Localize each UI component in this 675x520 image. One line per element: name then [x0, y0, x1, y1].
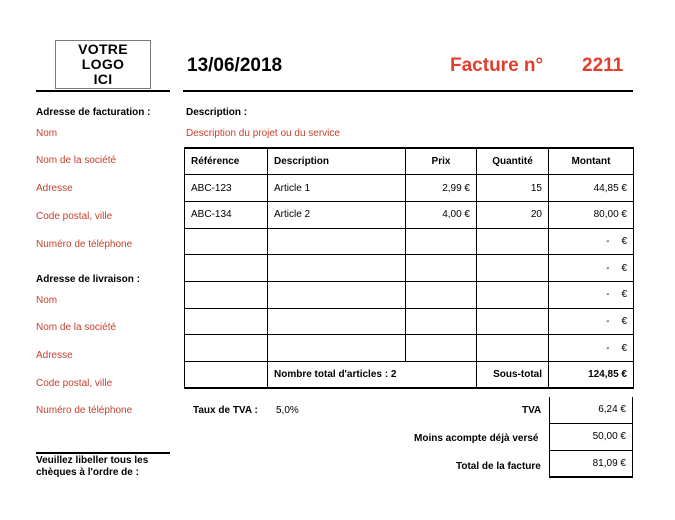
total-articles: Nombre total d'articles : 2 [268, 362, 477, 389]
billing-address: Adresse [36, 183, 73, 194]
cell-amount [549, 255, 634, 282]
cell-reference [185, 362, 268, 389]
tax-rate-value: 5,0% [276, 405, 299, 416]
cell-quantity [477, 335, 549, 362]
shipping-company: Nom de la société [36, 322, 117, 333]
invoice-total-value: 81,09 € [549, 451, 633, 478]
deposit-value: 50,00 € [549, 424, 633, 451]
col-price: Prix [406, 148, 477, 175]
cell-price [406, 335, 477, 362]
cell-price [406, 281, 477, 308]
amount-dash: - [606, 262, 610, 274]
cell-description: Article 1 [268, 175, 406, 202]
cell-amount: 80,00 € [549, 201, 634, 228]
invoice-label: Facture n° [450, 55, 544, 76]
billing-name: Nom [36, 128, 58, 139]
header-rule-right [183, 90, 633, 92]
cell-quantity: 15 [477, 175, 549, 202]
cell-description [268, 308, 406, 335]
shipping-postal-city: Code postal, ville [36, 378, 113, 389]
footer-rule [36, 452, 170, 454]
header-rule-left [36, 90, 170, 92]
cell-quantity [477, 228, 549, 255]
cell-description [268, 335, 406, 362]
billing-postal-city: Code postal, ville [36, 211, 113, 222]
col-reference: Référence [185, 148, 268, 175]
table-row [185, 228, 634, 255]
table-row [185, 201, 634, 228]
table-total-row [185, 362, 634, 389]
cell-price: 4,00 € [406, 201, 477, 228]
invoice-number: 2211 [582, 55, 624, 76]
amount-dash: - [606, 235, 610, 247]
table-row [185, 175, 634, 202]
col-quantity: Quantité [477, 148, 549, 175]
cell-price [406, 255, 477, 282]
invoice-date: 13/06/2018 [187, 55, 283, 76]
amount-currency: € [621, 262, 627, 274]
description-text: Description du projet ou du service [186, 128, 340, 139]
cell-quantity [477, 281, 549, 308]
invoice-total-label: Total de la facture [456, 461, 541, 472]
table-row [185, 335, 634, 362]
amount-currency: € [621, 342, 627, 354]
cell-reference: ABC-134 [185, 201, 268, 228]
col-amount: Montant [549, 148, 634, 175]
check-payable-note: Veuillez libeller tous les chèques à l'ordre de : [36, 455, 149, 478]
subtotal-value: 124,85 € [549, 362, 634, 389]
logo-line-2: ICI [93, 71, 113, 87]
logo-placeholder [55, 40, 151, 89]
amount-dash: - [606, 289, 610, 301]
cell-quantity [477, 255, 549, 282]
description-heading: Description : [186, 107, 248, 118]
cell-reference [185, 228, 268, 255]
cell-amount [549, 228, 634, 255]
cell-amount [549, 308, 634, 335]
amount-dash: - [606, 342, 610, 354]
items-table [184, 147, 634, 389]
table-row [185, 255, 634, 282]
amount-dash: - [606, 315, 610, 327]
cell-description: Article 2 [268, 201, 406, 228]
cell-reference [185, 255, 268, 282]
cell-description [268, 255, 406, 282]
cell-quantity [477, 308, 549, 335]
cell-description [268, 228, 406, 255]
table-row [185, 308, 634, 335]
cell-price [406, 308, 477, 335]
cell-reference: ABC-123 [185, 175, 268, 202]
amount-currency: € [621, 235, 627, 247]
cell-reference [185, 308, 268, 335]
cell-description [268, 281, 406, 308]
cell-quantity: 20 [477, 201, 549, 228]
tax-label: TVA [522, 405, 542, 416]
cell-reference [185, 335, 268, 362]
cell-price: 2,99 € [406, 175, 477, 202]
cell-price [406, 228, 477, 255]
cell-amount: 44,85 € [549, 175, 634, 202]
deposit-label: Moins acompte déjà versé [414, 433, 539, 444]
tax-value: 6,24 € [549, 397, 633, 424]
subtotal-label: Sous-total [477, 362, 549, 389]
cell-amount [549, 281, 634, 308]
billing-company: Nom de la société [36, 155, 117, 166]
col-description: Description [268, 148, 406, 175]
table-row [185, 281, 634, 308]
shipping-address: Adresse [36, 350, 73, 361]
shipping-name: Nom [36, 295, 58, 306]
amount-currency: € [621, 289, 627, 301]
shipping-heading: Adresse de livraison : [36, 274, 140, 285]
logo-line-1: VOTRE LOGO [78, 41, 128, 72]
shipping-phone: Numéro de téléphone [36, 405, 133, 416]
table-header-row [185, 148, 634, 175]
tax-rate-label: Taux de TVA : [193, 405, 258, 416]
billing-phone: Numéro de téléphone [36, 239, 133, 250]
cell-amount [549, 335, 634, 362]
cell-reference [185, 281, 268, 308]
amount-currency: € [621, 315, 627, 327]
billing-heading: Adresse de facturation : [36, 107, 151, 118]
